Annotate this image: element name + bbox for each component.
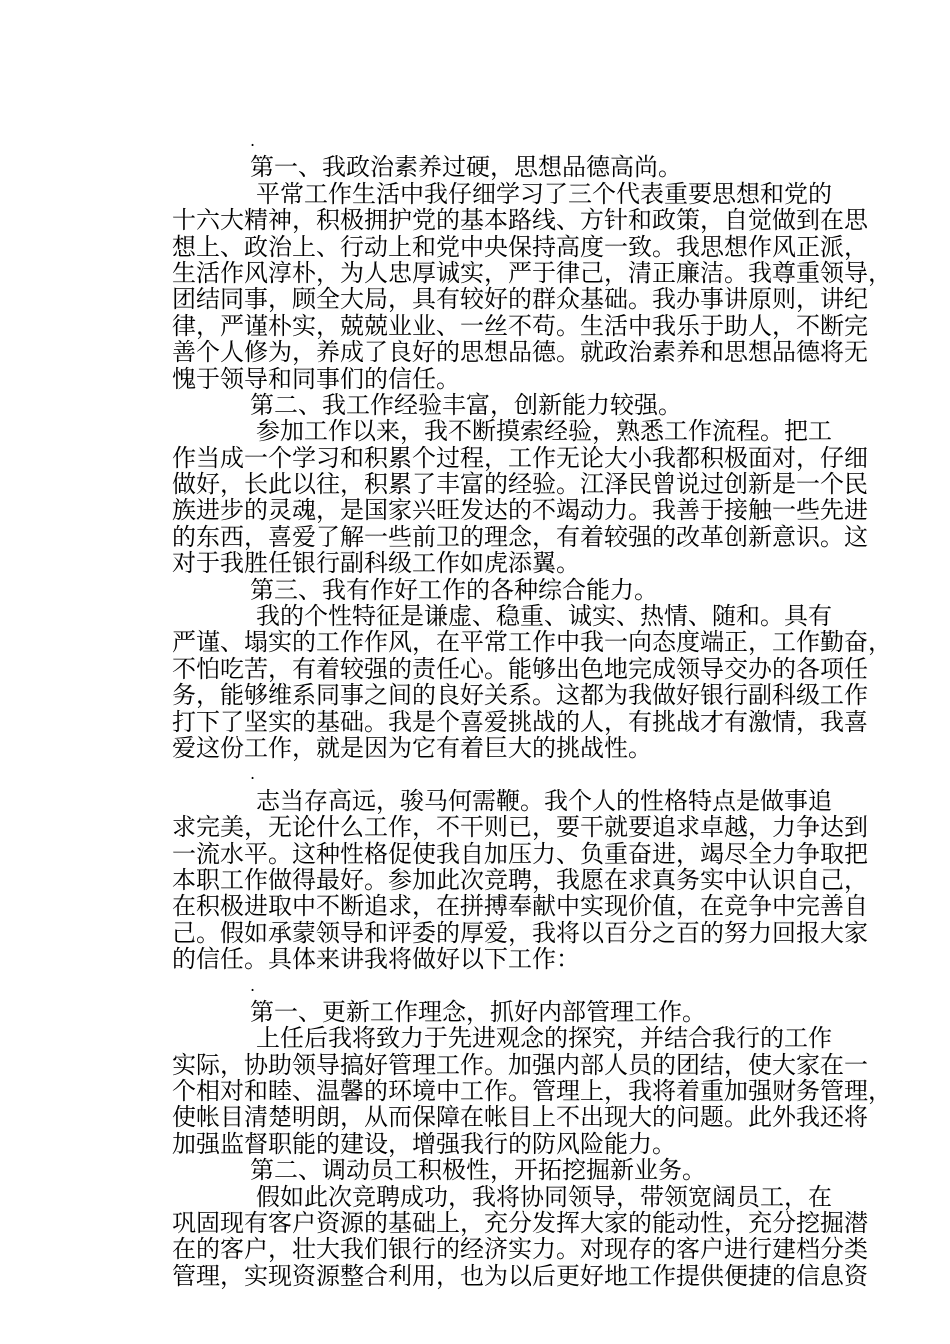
separator-dot: . xyxy=(250,764,256,784)
paragraph-line: 族进步的灵魂，是国家兴旺发达的不竭动力。我善于接触一些先进 xyxy=(172,496,868,525)
section-heading xyxy=(172,392,820,418)
paragraph-line: 善个人修为，养成了良好的思想品德。就政治素养和思想品德将无 xyxy=(172,338,868,367)
paragraph-line: 律，严谨朴实，兢兢业业、一丝不苟。生活中我乐于助人，不断完 xyxy=(172,311,868,340)
heading-text: 第一、我政治素养过硬，思想品德高尚。 xyxy=(250,153,682,182)
separator-dot: . xyxy=(250,975,256,995)
section-heading xyxy=(172,1157,820,1183)
paragraph-line: 求完美，无论什么工作，不干则已，要干就要追求卓越，力争达到 xyxy=(172,813,868,842)
paragraph xyxy=(172,1182,868,1290)
paragraph-line: 打下了坚实的基础。我是个喜爱挑战的人，有挑战才有激情，我喜 xyxy=(172,707,868,736)
paragraph-line: 作当成一个学习和积累个过程，工作无论大小我都积极面对，仔细 xyxy=(172,443,868,472)
paragraph-line: 参加工作以来，我不断摸索经验，熟悉工作流程。把工 xyxy=(256,417,832,446)
paragraph-line: 管理，实现资源整合利用，也为以后更好地工作提供便捷的信息资 xyxy=(172,1261,868,1290)
section-heading xyxy=(172,154,820,180)
paragraph-line: 在积极进取中不断追求，在拼搏奉献中实现价值，在竞争中完善自 xyxy=(172,892,868,921)
paragraph xyxy=(172,417,868,578)
paragraph-line: 实际，协助领导搞好管理工作。加强内部人员的团结，使大家在一 xyxy=(172,1050,868,1079)
paragraph-line: 我的个性特征是谦虚、稳重、诚实、热情、随和。具有 xyxy=(256,602,832,631)
paragraph-line: 对于我胜任银行副科级工作如虎添翼。 xyxy=(172,549,580,578)
paragraph-line: 愧于领导和同事们的信任。 xyxy=(172,364,460,393)
paragraph-line: 爱这份工作，就是因为它有着巨大的挑战性。 xyxy=(172,733,652,762)
paragraph-line: 团结同事，顾全大局，具有较好的群众基础。我办事讲原则，讲纪 xyxy=(172,285,868,314)
heading-text: 第一、更新工作理念，抓好内部管理工作。 xyxy=(250,997,706,1026)
paragraph-line: 上任后我将致力于先进观念的探究，并结合我行的工作 xyxy=(256,1024,832,1053)
paragraph xyxy=(172,602,892,762)
paragraph-line: 假如此次竞聘成功，我将协同领导，带领宽阔员工，在 xyxy=(256,1182,832,1211)
paragraph-line: 志当存高远，骏马何需鞭。我个人的性格特点是做事追 xyxy=(256,786,832,815)
section-heading xyxy=(172,577,820,603)
paragraph-line: 务，能够维系同事之间的良好关系。这都为我做好银行副科级工作 xyxy=(172,681,868,710)
paragraph-line: 不怕吃苦，有着较强的责任心。能够出色地完成领导交办的各项任 xyxy=(172,654,868,683)
separator-dot: . xyxy=(250,131,256,150)
paragraph-line: 做好，长此以往，积累了丰富的经验。江泽民曾说过创新是一个民 xyxy=(172,470,868,499)
paragraph-line: 使帐目清楚明朗，从而保障在帐目上不出现大的问题。此外我还将 xyxy=(172,1103,868,1132)
paragraph-line: 生活作风淳朴，为人忠厚诚实，严于律己，清正廉洁。我尊重领导， xyxy=(172,258,892,287)
paragraph-line: 加强监督职能的建设，增强我行的防风险能力。 xyxy=(172,1129,676,1158)
paragraph xyxy=(172,179,892,393)
paragraph-line: 己。假如承蒙领导和评委的厚爱，我将以百分之百的努力回报大家 xyxy=(172,918,868,947)
section-heading xyxy=(172,999,820,1025)
paragraph xyxy=(172,1024,892,1158)
paragraph-line: 的东西，喜爱了解一些前卫的理念，有着较强的改革创新意识。这 xyxy=(172,522,868,551)
paragraph-line: 在的客户，壮大我们银行的经济实力。对现存的客户进行建档分类 xyxy=(172,1235,868,1264)
paragraph-line: 严谨、塌实的工作作风，在平常工作中我一向态度端正，工作勤奋， xyxy=(172,628,892,657)
paragraph-line: 本职工作做得最好。参加此次竞聘，我愿在求真务实中认识自己， xyxy=(172,865,868,894)
paragraph-line: 想上、政治上、行动上和党中央保持高度一致。我思想作风正派， xyxy=(172,232,868,261)
heading-text: 第三、我有作好工作的各种综合能力。 xyxy=(250,575,658,604)
paragraph-line: 一流水平。这种性格促使我自加压力、负重奋进，竭尽全力争取把 xyxy=(172,839,868,868)
paragraph-line: 十六大精神，积极拥护党的基本路线、方针和政策，自觉做到在思 xyxy=(172,206,868,235)
heading-text: 第二、我工作经验丰富，创新能力较强。 xyxy=(250,390,682,419)
paragraph-line: 平常工作生活中我仔细学习了三个代表重要思想和党的 xyxy=(256,179,832,208)
paragraph-line: 巩固现有客户资源的基础上，充分发挥大家的能动性，充分挖掘潜 xyxy=(172,1209,868,1238)
paragraph-line: 个相对和睦、温馨的环境中工作。管理上，我将着重加强财务管理， xyxy=(172,1077,892,1106)
paragraph xyxy=(172,786,868,974)
document-page xyxy=(172,128,892,1290)
heading-text: 第二、调动员工积极性，开拓挖掘新业务。 xyxy=(250,1156,706,1185)
paragraph-line: 的信任。具体来讲我将做好以下工作： xyxy=(172,945,580,974)
